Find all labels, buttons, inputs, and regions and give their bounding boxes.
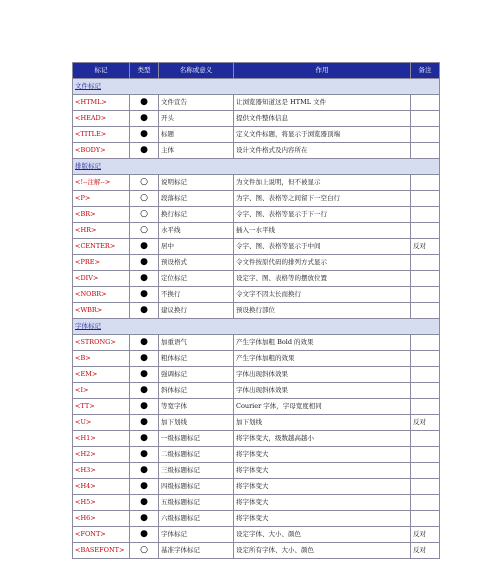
table-row: [73, 207, 440, 223]
table-row: [73, 543, 440, 559]
tag-cell: <DIV>: [73, 271, 130, 287]
filled-circle-icon: ●: [130, 143, 159, 159]
name-cell: 强调标记: [159, 367, 234, 383]
name-cell: 粗体标记: [159, 351, 234, 367]
tag-cell: <CENTER>: [73, 239, 130, 255]
table-row: [73, 495, 440, 511]
section-title-link[interactable]: 字体标记: [73, 319, 440, 335]
filled-circle-icon: ●: [130, 463, 159, 479]
filled-circle-icon: ●: [130, 415, 159, 431]
filled-circle-icon: ●: [130, 95, 159, 111]
table-row: [73, 175, 440, 191]
table-row: [73, 335, 440, 351]
name-cell: 五级标题标记: [159, 495, 234, 511]
note-cell: [411, 335, 440, 351]
tag-cell: <BASEFONT>: [73, 543, 130, 559]
effect-cell: 插入一水平线: [234, 223, 411, 239]
note-cell: [411, 143, 440, 159]
name-cell: 预设格式: [159, 255, 234, 271]
header-type: 类型: [130, 63, 159, 79]
filled-circle-icon: ●: [130, 127, 159, 143]
header-tag: 标记: [73, 63, 130, 79]
name-cell: 斜体标记: [159, 383, 234, 399]
filled-circle-icon: ●: [130, 303, 159, 319]
filled-circle-icon: ●: [130, 239, 159, 255]
tag-cell: <H6>: [73, 511, 130, 527]
effect-cell: 令文字不因太长而换行: [234, 287, 411, 303]
name-cell: 主体: [159, 143, 234, 159]
note-cell: [411, 271, 440, 287]
tag-cell: <NOBR>: [73, 287, 130, 303]
name-cell: 文件宣告: [159, 95, 234, 111]
table-row: [73, 415, 440, 431]
tag-cell: <H4>: [73, 479, 130, 495]
note-cell: [411, 495, 440, 511]
tag-cell: <H2>: [73, 447, 130, 463]
header-note: 备注: [411, 63, 440, 79]
name-cell: 换行标记: [159, 207, 234, 223]
filled-circle-icon: ●: [130, 527, 159, 543]
effect-cell: 为文件加上说明，但不被显示: [234, 175, 411, 191]
note-cell: 反对: [411, 543, 440, 559]
tag-cell: <WBR>: [73, 303, 130, 319]
tag-cell: <FONT>: [73, 527, 130, 543]
tag-cell: <PRE>: [73, 255, 130, 271]
filled-circle-icon: ●: [130, 383, 159, 399]
name-cell: 等宽字体: [159, 399, 234, 415]
tag-cell: <STRONG>: [73, 335, 130, 351]
tag-cell: <I>: [73, 383, 130, 399]
filled-circle-icon: ●: [130, 335, 159, 351]
table-header-row: [73, 63, 440, 79]
note-cell: [411, 351, 440, 367]
effect-cell: 设定字体、大小、颜色: [234, 527, 411, 543]
note-cell: [411, 111, 440, 127]
note-cell: [411, 191, 440, 207]
table-row: [73, 223, 440, 239]
table-row: [73, 447, 440, 463]
hollow-circle-icon: ○: [130, 191, 159, 207]
table-row: [73, 351, 440, 367]
note-cell: [411, 95, 440, 111]
filled-circle-icon: ●: [130, 287, 159, 303]
effect-cell: 定义文件标题，将显示于浏览器顶端: [234, 127, 411, 143]
effect-cell: Courier 字体，字母宽度相同: [234, 399, 411, 415]
table-row: [73, 95, 440, 111]
effect-cell: 产生字体加粗的效果: [234, 351, 411, 367]
name-cell: 标题: [159, 127, 234, 143]
tag-cell: <P>: [73, 191, 130, 207]
hollow-circle-icon: ○: [130, 543, 159, 559]
hollow-circle-icon: ○: [130, 207, 159, 223]
table-row: [73, 399, 440, 415]
effect-cell: 让浏览器知道这是 HTML 文件: [234, 95, 411, 111]
name-cell: 加重语气: [159, 335, 234, 351]
note-cell: [411, 399, 440, 415]
name-cell: 二级标题标记: [159, 447, 234, 463]
section-row: [73, 319, 440, 335]
effect-cell: 将字体变大: [234, 495, 411, 511]
note-cell: [411, 255, 440, 271]
note-cell: [411, 303, 440, 319]
note-cell: 反对: [411, 415, 440, 431]
name-cell: 建议换行: [159, 303, 234, 319]
tag-cell: <H5>: [73, 495, 130, 511]
effect-cell: 将字体变大: [234, 463, 411, 479]
tag-cell: <HR>: [73, 223, 130, 239]
effect-cell: 加下划线: [234, 415, 411, 431]
note-cell: [411, 511, 440, 527]
tag-cell: <HEAD>: [73, 111, 130, 127]
note-cell: [411, 207, 440, 223]
tag-cell: <B>: [73, 351, 130, 367]
tag-cell: <BODY>: [73, 143, 130, 159]
note-cell: [411, 367, 440, 383]
filled-circle-icon: ●: [130, 495, 159, 511]
name-cell: 说明标记: [159, 175, 234, 191]
note-cell: [411, 223, 440, 239]
name-cell: 字体标记: [159, 527, 234, 543]
section-title-link[interactable]: 排版标记: [73, 159, 440, 175]
table-row: [73, 383, 440, 399]
note-cell: [411, 127, 440, 143]
table-row: [73, 239, 440, 255]
note-cell: [411, 479, 440, 495]
table-row: [73, 431, 440, 447]
note-cell: [411, 175, 440, 191]
effect-cell: 将字体变大: [234, 447, 411, 463]
effect-cell: 设定字、图、表格等的摆放位置: [234, 271, 411, 287]
effect-cell: 将字体变大，级数越高越小: [234, 431, 411, 447]
table-row: [73, 255, 440, 271]
name-cell: 基准字体标记: [159, 543, 234, 559]
note-cell: [411, 447, 440, 463]
table-row: [73, 111, 440, 127]
header-effect: 作用: [234, 63, 411, 79]
name-cell: 四级标题标记: [159, 479, 234, 495]
name-cell: 不换行: [159, 287, 234, 303]
note-cell: [411, 287, 440, 303]
note-cell: [411, 463, 440, 479]
effect-cell: 设计文件格式及内容所在: [234, 143, 411, 159]
effect-cell: 设定所有字体、大小、颜色: [234, 543, 411, 559]
name-cell: 开头: [159, 111, 234, 127]
tag-cell: <HTML>: [73, 95, 130, 111]
filled-circle-icon: ●: [130, 271, 159, 287]
tag-cell: <TT>: [73, 399, 130, 415]
effect-cell: 字体出现斜体效果: [234, 383, 411, 399]
effect-cell: 字体出现斜体效果: [234, 367, 411, 383]
table-row: [73, 479, 440, 495]
tag-cell: <H3>: [73, 463, 130, 479]
tag-cell: <U>: [73, 415, 130, 431]
table-row: [73, 143, 440, 159]
table-row: [73, 303, 440, 319]
table-row: [73, 511, 440, 527]
effect-cell: 令文件按原代码的排列方式显示: [234, 255, 411, 271]
table-row: [73, 271, 440, 287]
tag-cell: <H1>: [73, 431, 130, 447]
hollow-circle-icon: ○: [130, 223, 159, 239]
filled-circle-icon: ●: [130, 399, 159, 415]
note-cell: 反对: [411, 527, 440, 543]
effect-cell: 将字体变大: [234, 479, 411, 495]
note-cell: [411, 383, 440, 399]
note-cell: [411, 431, 440, 447]
section-row: [73, 159, 440, 175]
name-cell: 加下划线: [159, 415, 234, 431]
tag-cell: <EM>: [73, 367, 130, 383]
html-tags-table: [72, 62, 440, 559]
name-cell: 水平线: [159, 223, 234, 239]
table-row: [73, 367, 440, 383]
name-cell: 三级标题标记: [159, 463, 234, 479]
filled-circle-icon: ●: [130, 351, 159, 367]
name-cell: 居中: [159, 239, 234, 255]
note-cell: 反对: [411, 239, 440, 255]
effect-cell: 产生字体加粗 Bold 的效果: [234, 335, 411, 351]
name-cell: 一级标题标记: [159, 431, 234, 447]
tag-cell: <TITLE>: [73, 127, 130, 143]
effect-cell: 令字、图、表格等显示于中间: [234, 239, 411, 255]
name-cell: 定位标记: [159, 271, 234, 287]
name-cell: 段落标记: [159, 191, 234, 207]
filled-circle-icon: ●: [130, 447, 159, 463]
tag-cell: <!--注解-->: [73, 175, 130, 191]
filled-circle-icon: ●: [130, 431, 159, 447]
table-row: [73, 287, 440, 303]
tag-cell: <BR>: [73, 207, 130, 223]
filled-circle-icon: ●: [130, 255, 159, 271]
effect-cell: 提供文件整体信息: [234, 111, 411, 127]
effect-cell: 令字、图、表格等显示于下一行: [234, 207, 411, 223]
section-title-link[interactable]: 文件标记: [73, 79, 440, 95]
effect-cell: 为字、图、表格等之间留下一空白行: [234, 191, 411, 207]
hollow-circle-icon: ○: [130, 175, 159, 191]
table-row: [73, 527, 440, 543]
filled-circle-icon: ●: [130, 479, 159, 495]
section-row: [73, 79, 440, 95]
header-name: 名称或意义: [159, 63, 234, 79]
effect-cell: 预设换行部位: [234, 303, 411, 319]
filled-circle-icon: ●: [130, 111, 159, 127]
table-row: [73, 463, 440, 479]
filled-circle-icon: ●: [130, 367, 159, 383]
table-body: [73, 79, 440, 559]
filled-circle-icon: ●: [130, 511, 159, 527]
table-row: [73, 191, 440, 207]
table-row: [73, 127, 440, 143]
name-cell: 六级标题标记: [159, 511, 234, 527]
effect-cell: 将字体变大: [234, 511, 411, 527]
